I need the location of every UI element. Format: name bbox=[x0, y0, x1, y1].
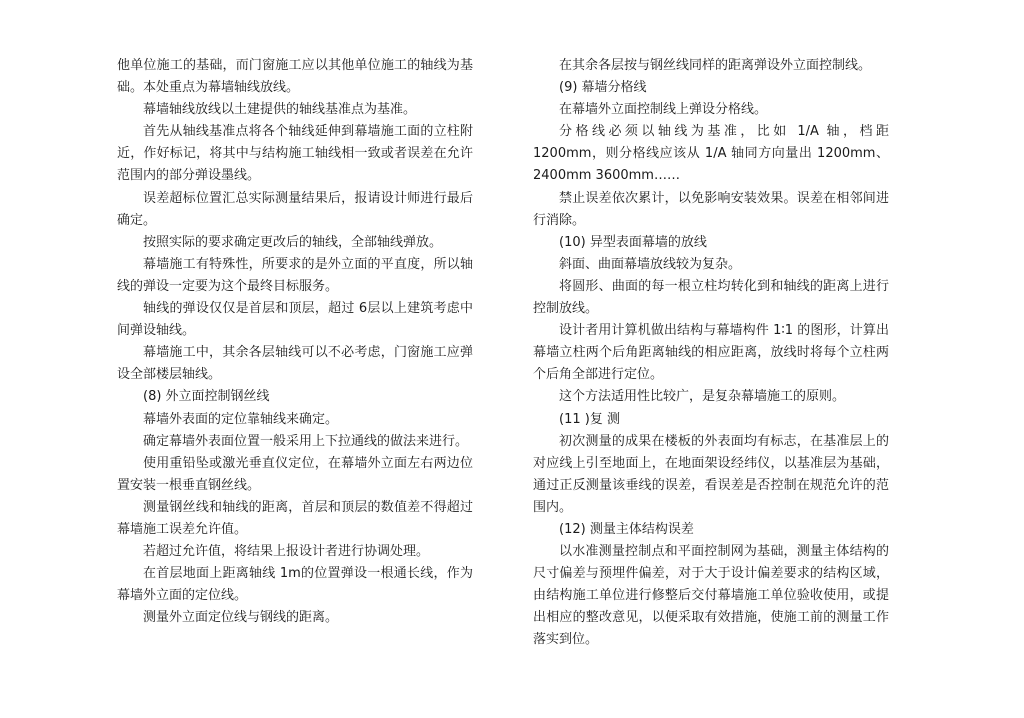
paragraph: 测量外立面定位线与钢线的距离。 bbox=[143, 610, 339, 626]
paragraph: 测量钢丝线和轴线的距离，首层和顶层的数值差不得超过幕墙施工误差允许值。 bbox=[117, 499, 473, 537]
paragraph: 初次测量的成果在楼板的外表面均有标志，在基准层上的对应线上引至地面上，在地面架设经纬仪，以基准层为基础，通过正反测量该垂线的误差，看误差是否控制在规范允许的范围内。 bbox=[533, 433, 889, 515]
paragraph: (9) 幕墙分格线 bbox=[559, 80, 647, 96]
paragraph: 斜面、曲面幕墙放线较为复杂。 bbox=[559, 256, 742, 272]
paragraph: (8) 外立面控制钢丝线 bbox=[143, 389, 270, 405]
paragraph: (10) 异型表面幕墙的放线 bbox=[559, 234, 707, 250]
paragraph: 若超过允许值，将结果上报设计者进行协调处理。 bbox=[143, 544, 430, 560]
paragraph: 在其余各层按与钢丝线同样的距离弹设外立面控制线。 bbox=[559, 58, 872, 73]
left-column bbox=[117, 55, 473, 629]
paragraph: 在首层地面上距离轴线 1m的位置弹设一根通长线，作为幕墙外立面的定位线。 bbox=[117, 566, 473, 604]
paragraph: 轴线的弹设仅仅是首层和顶层，超过 6层以上建筑考虑中间弹设轴线。 bbox=[117, 301, 473, 339]
paragraph: 禁止误差依次累计，以免影响安装效果。误差在相邻间进行消除。 bbox=[533, 190, 889, 228]
paragraph: (11 )复 测 bbox=[559, 411, 620, 427]
paragraph: 设计者用计算机做出结构与幕墙构件 1∶1 的图形，计算出幕墙立柱两个后角距离轴线的相应距离，放线时将每个立柱两个后角全部进行定位。 bbox=[533, 323, 889, 383]
paragraph: 首先从轴线基准点将各个轴线延伸到幕墙施工面的立柱附近，作好标记，将其中与结构施工轴线相一致或者误差在允许范围内的部分弹设墨线。 bbox=[117, 124, 473, 184]
paragraph: 这个方法适用性比较广，是复杂幕墙施工的原则。 bbox=[559, 389, 846, 405]
paragraph: 幕墙外表面的定位靠轴线来确定。 bbox=[143, 411, 339, 427]
paragraph: 幕墙轴线放线以土建提供的轴线基准点为基准。 bbox=[143, 102, 417, 118]
paragraph: 将圆形、曲面的每一根立柱均转化到和轴线的距离上进行控制放线。 bbox=[533, 278, 889, 317]
right-column bbox=[533, 55, 889, 652]
paragraph: 幕墙施工有特殊性，所要求的是外立面的平直度，所以轴线的弹设一定要为这个最终目标服务。 bbox=[117, 256, 473, 294]
paragraph: 在幕墙外立面控制线上弹设分格线。 bbox=[559, 102, 768, 118]
paragraph: 他单位施工的基础，而门窗施工应以其他单位施工的轴线为基础。本处重点为幕墙轴线放线。 bbox=[117, 58, 473, 96]
paragraph: 以水准测量控制点和平面控制网为基础，测量主体结构的尺寸偏差与预埋件偏差，对于大于设计偏差要求的结构区域，由结构施工单位进行修整后交付幕墙施工单位验收使用，或提出相应的整改意见，以便采取有效措施，使施工前的测量工作落实到位。 bbox=[533, 544, 889, 648]
paragraph: (12) 测量主体结构误差 bbox=[559, 521, 694, 537]
paragraph: 按照实际的要求确定更改后的轴线，全部轴线弹放。 bbox=[143, 234, 443, 250]
paragraph: 幕墙施工中，其余各层轴线可以不必考虑，门窗施工应弹设全部楼层轴线。 bbox=[117, 345, 473, 383]
paragraph: 误差超标位置汇总实际测量结果后，报请设计师进行最后确定。 bbox=[117, 190, 473, 228]
paragraph: 分格线必须以轴线为基准，比如 1/A 轴，档距1200mm，则分格线应该从 1/A 轴同方向量出 1200mm、2400mm 3600mm…… bbox=[533, 124, 889, 184]
paragraph: 确定幕墙外表面位置一般采用上下拉通线的做法来进行。 bbox=[143, 433, 469, 449]
paragraph: 使用重铅坠或激光垂直仪定位，在幕墙外立面左右两边位置安装一根垂直钢丝线。 bbox=[117, 455, 473, 493]
